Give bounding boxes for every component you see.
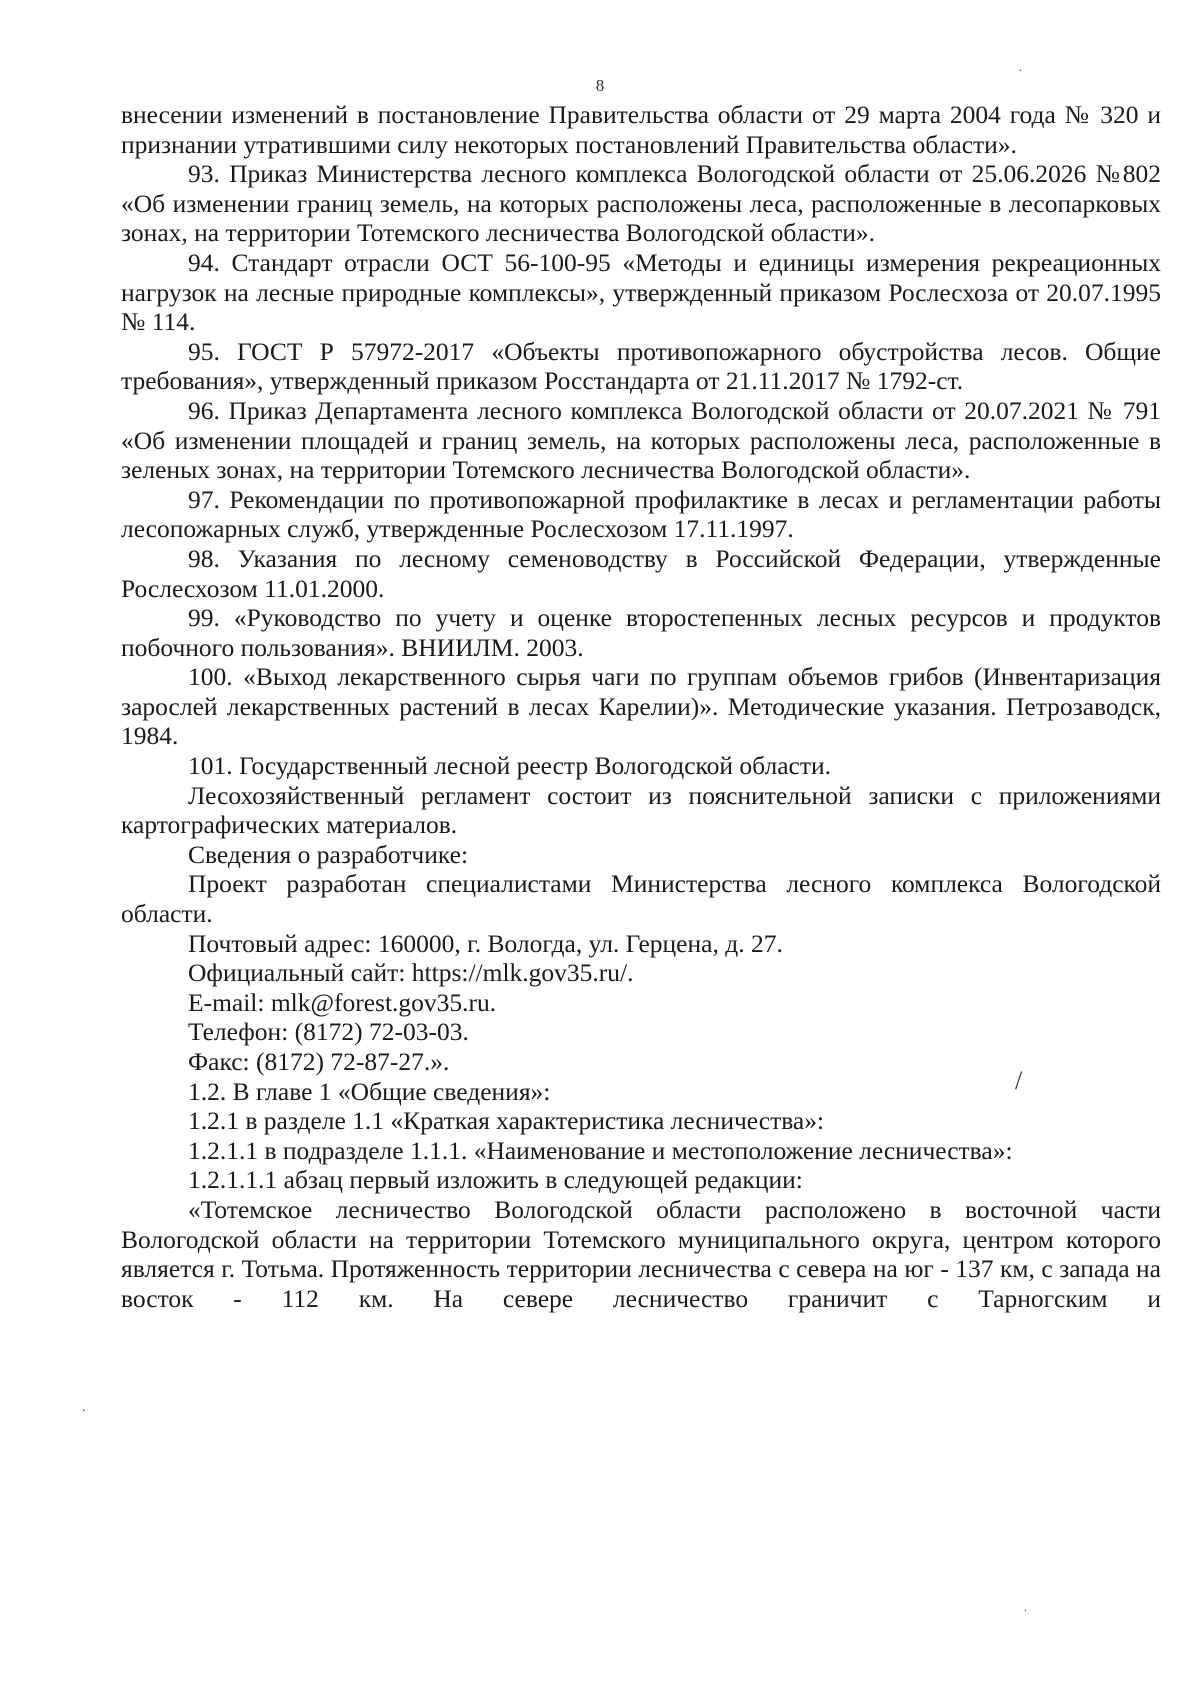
amendment-1-2-1-1-1: 1.2.1.1.1 абзац первый изложить в следующей редакции: [188,1165,803,1195]
amendment-1-2: 1.2. В главе 1 «Общие сведения»: [188,1076,551,1106]
regulation-structure-paragraph: Лесохозяйственный регламент состоит из пояснительной записки с приложениями картографических материалов. [121,780,1161,840]
scan-dot: . [1019,60,1022,74]
reference-item-97: 97. Рекомендации по противопожарной профилактике в лесах и регламентации работы лесопожарных служб, утвержденные Рослесхозом 17.11.1997. [121,484,1161,544]
amendment-1-2-1-1: 1.2.1.1 в подразделе 1.1.1. «Наименование и местоположение лесничества»: [188,1135,1013,1165]
scan-dot: . [1024,1600,1027,1614]
page-number: 8 [595,76,605,95]
developer-paragraph: Проект разработан специалистами Министерства лесного комплекса Вологодской области. [121,869,1161,929]
developer-info-heading: Сведения о разработчике: [188,839,469,869]
amendment-1-2-1: 1.2.1 в разделе 1.1 «Краткая характеристика лесничества»: [188,1106,825,1136]
fax-number: Факс: (8172) 72-87-27.». [188,1047,450,1076]
phone-number: Телефон: (8172) 72-03-03. [188,1017,469,1047]
reference-item-98: 98. Указания по лесному семеноводству в Российской Федерации, утвержденные Рослесхозом 11.01.2000. [121,543,1161,603]
email-address: E-mail: mlk@forest.gov35.ru. [188,987,497,1017]
reference-item-94: 94. Стандарт отрасли ОСТ 56-100-95 «Методы и единицы измерения рекреационных нагрузок на лесные природные комплексы», утвержденный приказом Рослесхоза от 20.07.1995 № 114. [121,247,1161,337]
reference-item-95: 95. ГОСТ Р 57972-2017 «Объекты противопожарного обустройства лесов. Общие требования», утвержденный приказом Росстандарта от 21.11.2017 № 1792-ст. [121,336,1161,396]
forestry-description-paragraph: «Тотемское лесничество Вологодской области расположено в восточной части Вологодской области на территории Тотемского муниципального округа, центром которого является г. Тотьма. Протяженность территории лесничества с севера на юг - 137 км, с запада на восток - 112 км. На севере лесничество граничит с Тарногским и [121,1194,1161,1313]
paragraph-continuation: внесении изменений в постановление Правительства области от 29 марта 2004 года № 320 и признании утратившими силу некоторых постановлений Правительства области». [121,100,1161,159]
reference-item-93: 93. Приказ Министерства лесного комплекса Вологодской области от 25.06.2026 №802 «Об изменении границ земель, на которых расположены леса, расположенные в лесопарковых зонах, на территории Тотемского лесничества Вологодской области». [121,159,1161,248]
scan-dot: . [82,1400,86,1415]
reference-item-100: 100. «Выход лекарственного сырья чаги по группам объемов грибов (Инвентаризация зарослей лекарственных растений в лесах Карелии)». Методические указания. Петрозаводск, 1984. [121,662,1161,751]
official-website: Официальный сайт: https://mlk.gov35.ru/. [188,958,634,988]
postal-address: Почтовый адрес: 160000, г. Вологда, ул. Герцена, д. 27. [188,928,783,958]
scan-mark: / [1015,1066,1023,1095]
reference-item-96: 96. Приказ Департамента лесного комплекса Вологодской области от 20.07.2021 № 791 «Об изменении площадей и границ земель, на которых расположены леса, расположенные в зеленых зонах, на территории Тотемского лесничества Вологодской области». [121,395,1161,485]
reference-item-101: 101. Государственный лесной реестр Вологодской области. [188,751,832,781]
reference-item-99: 99. «Руководство по учету и оценке второстепенных лесных ресурсов и продуктов побочного пользования». ВНИИЛМ. 2003. [121,603,1161,662]
document-body [121,100,1161,1313]
